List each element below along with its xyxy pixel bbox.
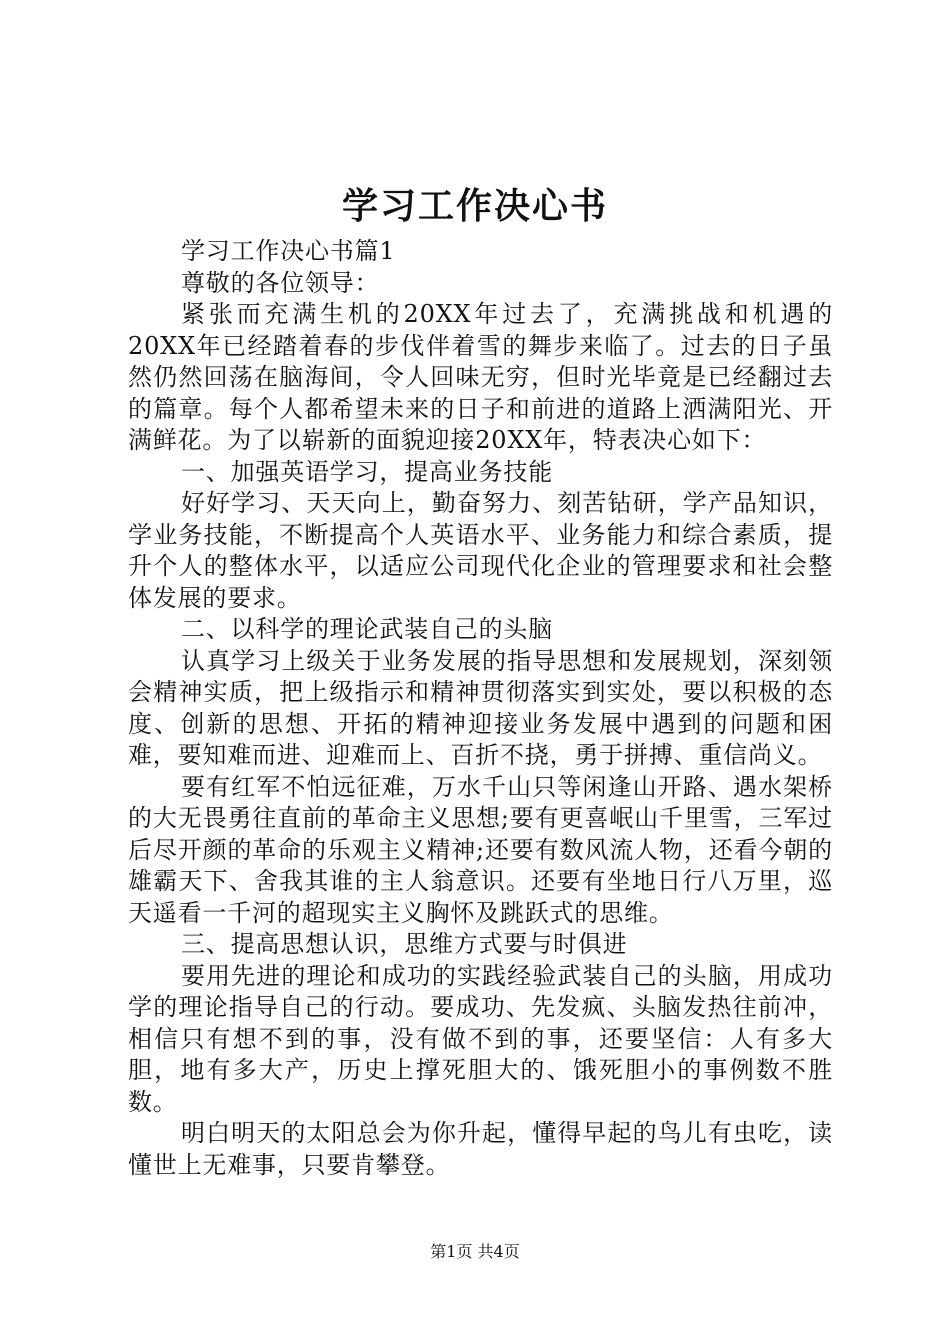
document-title: 学习工作决心书 bbox=[341, 185, 608, 227]
body-paragraph: 要用先进的理论和成功的实践经验武装自己的头脑，用成功学的理论指导自己的行动。要成功、先发疯、头脑发热往前冲，相信只有想不到的事，没有做不到的事，还要坚信：人有多大胆，地有多大产，历史上撑死胆大的、饿死胆小的事例数不胜数。 bbox=[128, 961, 833, 1116]
page-number: 第1页 共4页 bbox=[430, 1242, 520, 1261]
body-paragraph: 紧张而充满生机的20XX年过去了，充满挑战和机遇的20XX年已经踏着春的步伐伴着雪的舞步来临了。过去的日子虽然仍然回荡在脑海间，令人回味无穷，但时光毕竟是已经翻过去的篇章。每个人都希望未来的日子和前进的道路上洒满阳光、开满鲜花。为了以崭新的面貌迎接20XX年，特表决心如下： bbox=[128, 300, 833, 454]
body-paragraph: 好好学习、天天向上，勤奋努力、刻苦钻研，学产品知识，学业务技能，不断提高个人英语水平、业务能力和综合素质，提升个人的整体水平，以适应公司现代化企业的管理要求和社会整体发展的要求。 bbox=[128, 489, 833, 612]
body-paragraph: 明白明天的太阳总会为你升起，懂得早起的鸟儿有虫吃，读懂世上无难事，只要肯攀登。 bbox=[128, 1119, 833, 1179]
subheading: 二、以科学的理论武装自己的头脑 bbox=[181, 615, 553, 643]
salutation: 尊敬的各位领导： bbox=[181, 268, 380, 297]
body-paragraph: 要有红军不怕远征难，万水千山只等闲逢山开路、遇水架桥的大无畏勇往直前的革命主义思想;要有更喜岷山千里雪，三军过后尽开颜的革命的乐观主义精神;还要有数风流人物，还看今朝的雄霸天下、舍我其谁的主人翁意识。还要有坐地日行八万里，巡天遥看一千河的超现实主义胸怀及跳跃式的思维。 bbox=[128, 772, 833, 927]
document-body bbox=[128, 236, 833, 1181]
subheading: 三、提高思想认识，思维方式要与时俱进 bbox=[181, 930, 628, 958]
subheading: 一、加强英语学习，提高业务技能 bbox=[181, 457, 553, 486]
section-heading: 学习工作决心书篇1 bbox=[181, 237, 396, 265]
body-paragraph: 认真学习上级关于业务发展的指导思想和发展规划，深刻领会精神实质，把上级指示和精神贯彻落实到实处，要以积极的态度、创新的思想、开拓的精神迎接业务发展中遇到的问题和困难，要知难而进、迎难而上、百折不挠，勇于拼搏、重信尚义。 bbox=[128, 646, 833, 769]
